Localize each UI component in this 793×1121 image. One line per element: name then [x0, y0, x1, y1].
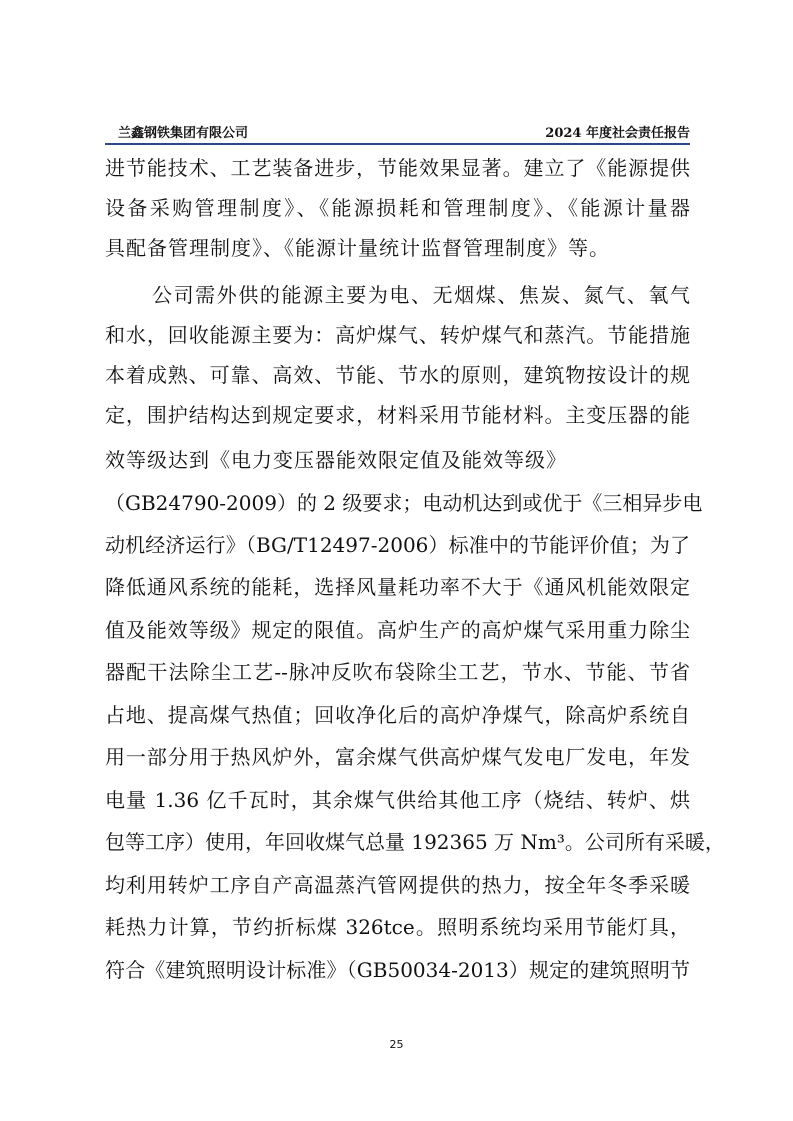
- body-text-line: 动机经济运行》（BG/T12497-2006）标准中的节能评价值；为了: [105, 533, 690, 557]
- body-text-line: 降低通风系统的能耗，选择风量耗功率不大于《通风机能效限定: [105, 575, 690, 599]
- body-text-line: 和水，回收能源主要为：高炉煤气、转炉煤气和蒸汽。节能措施: [105, 323, 690, 347]
- body-text-line: 电量 1.36 亿千瓦时，其余煤气供给其他工序（烧结、转炉、烘: [105, 788, 690, 812]
- body-text-line: 均利用转炉工序自产高温蒸汽管网提供的热力，按全年冬季采暖: [105, 873, 690, 897]
- header-company-name: 兰鑫钢铁集团有限公司: [118, 126, 249, 141]
- page-number: 25: [389, 1038, 404, 1051]
- body-text-line: 公司需外供的能源主要为电、无烟煤、焦炭、氮气、氧气: [152, 283, 690, 307]
- body-text-line: （GB24790-2009）的 2 级要求；电动机达到或优于《三相异步电: [105, 491, 703, 515]
- body-text-line: 设备采购管理制度》、《能源损耗和管理制度》、《能源计量器: [105, 196, 690, 220]
- header-divider: [105, 143, 690, 145]
- body-text-line: 值及能效等级》规定的限值。高炉生产的高炉煤气采用重力除尘: [105, 618, 690, 642]
- body-text-line: 用一部分用于热风炉外，富余煤气供高炉煤气发电厂发电，年发: [105, 745, 690, 769]
- body-text-line: 符合《建筑照明设计标准》（GB50034-2013）规定的建筑照明节: [105, 958, 690, 982]
- header-report-title: 2024 年度社会责任报告: [545, 126, 690, 141]
- body-text-line: 具配备管理制度》、《能源计量统计监督管理制度》等。: [105, 236, 610, 260]
- body-text-line: 占地、提高煤气热值；回收净化后的高炉净煤气，除高炉系统自: [105, 703, 690, 727]
- body-text-line: 进节能技术、工艺装备进步，节能效果显著。建立了《能源提供: [105, 156, 690, 180]
- body-text-line: 效等级达到《电力变压器能效限定值及能效等级》: [105, 448, 567, 472]
- body-text-line: 耗热力计算，节约折标煤 326tce。照明系统均采用节能灯具，: [105, 915, 690, 939]
- body-text-line: 定，围护结构达到规定要求，材料采用节能材料。主变压器的能: [105, 403, 690, 427]
- body-text-line: 包等工序）使用，年回收煤气总量 192365 万 Nm³。公司所有采暖，: [105, 830, 725, 854]
- body-text-line: 器配干法除尘工艺--脉冲反吹布袋除尘工艺，节水、节能、节省: [105, 660, 690, 684]
- body-text-line: 本着成熟、可靠、高效、节能、节水的原则，建筑物按设计的规: [105, 363, 690, 387]
